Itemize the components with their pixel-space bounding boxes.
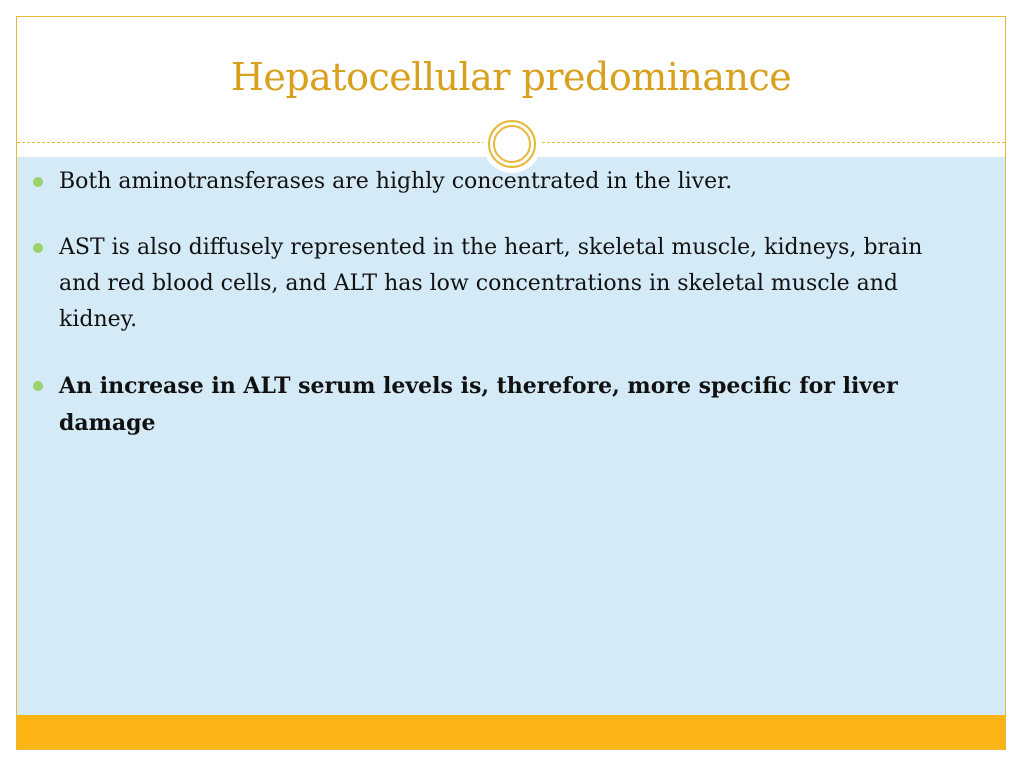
bullet-text: An increase in ALT serum levels is, therefore, more specific for liver damage xyxy=(59,373,898,436)
slide-title: Hepatocellular predominance xyxy=(230,55,792,99)
round-bullet-icon xyxy=(33,177,43,187)
bullet-item-emphasis xyxy=(33,368,953,442)
round-bullet-icon xyxy=(33,381,43,391)
bullet-text: AST is also diffusely represented in the heart, skeletal muscle, kidneys, brain and red blood cells, and ALT has low concentrations in skeletal muscle and kidney. xyxy=(59,235,923,332)
bullet-item xyxy=(33,230,953,338)
bullet-item xyxy=(33,164,953,200)
bottom-bar xyxy=(17,715,1005,750)
round-bullet-icon xyxy=(33,243,43,253)
bullet-text: Both aminotransferases are highly concentrated in the liver. xyxy=(59,169,733,194)
bullet-list xyxy=(33,164,953,472)
ornament-inner-ring xyxy=(493,125,531,163)
